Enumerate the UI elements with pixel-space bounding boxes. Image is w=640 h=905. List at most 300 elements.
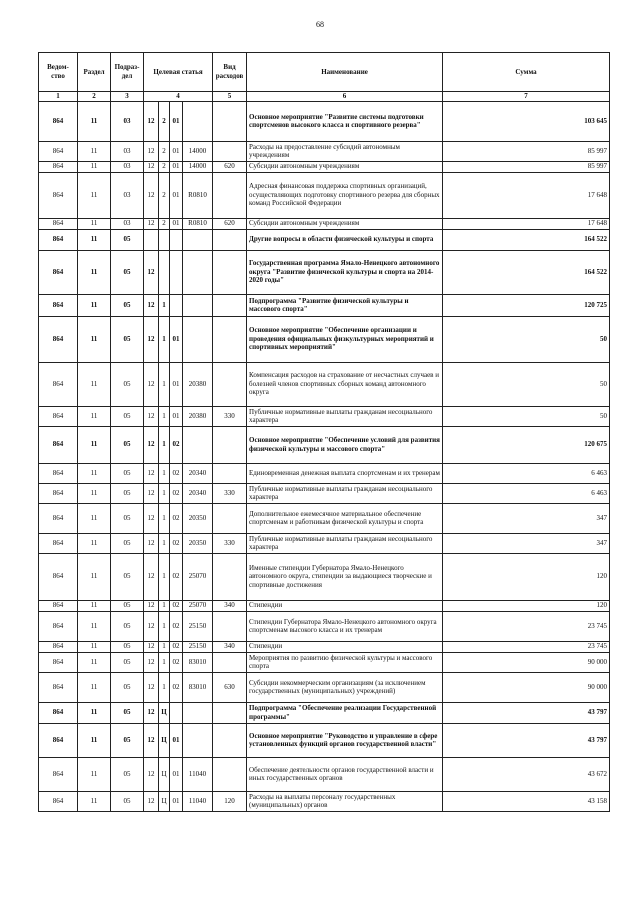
cell-razdel: 11: [78, 250, 111, 294]
cell-program: 12: [144, 172, 159, 218]
header-row: [39, 53, 610, 92]
cell-program: 12: [144, 483, 159, 503]
cell-program: 12: [144, 101, 159, 141]
cell-main-activity: 02: [170, 533, 183, 553]
cell-direction: 25150: [183, 641, 213, 652]
cell-name: Основное мероприятие "Обеспечение условий для развития физической культуры и массового спорта": [247, 426, 443, 463]
cell-name: Обеспечение деятельности органов государственной власти и иных государственных органов: [247, 757, 443, 791]
cell-sum: 17 648: [443, 172, 610, 218]
cell-direction: 11040: [183, 791, 213, 811]
cell-vedomstvo: 864: [39, 362, 78, 406]
cell-sum: 120: [443, 553, 610, 600]
cell-vid-raskhodov: [213, 294, 247, 316]
cell-subprogram: [159, 250, 170, 294]
cell-direction: 14000: [183, 141, 213, 161]
cell-razdel: 11: [78, 426, 111, 463]
cell-program: 12: [144, 362, 159, 406]
cell-program: 12: [144, 316, 159, 362]
cell-program: 12: [144, 294, 159, 316]
cell-program: 12: [144, 218, 159, 229]
cell-main-activity: 01: [170, 316, 183, 362]
cell-name: Стипендии: [247, 600, 443, 611]
cell-main-activity: 01: [170, 362, 183, 406]
cell-vedomstvo: 864: [39, 463, 78, 483]
cell-direction: [183, 702, 213, 723]
cell-vedomstvo: 864: [39, 553, 78, 600]
cell-vedomstvo: 864: [39, 406, 78, 426]
cell-name: Адресная финансовая поддержка спортивных организаций, осуществляющих подготовку спортивного резерва для сборных команд Российской Федерации: [247, 172, 443, 218]
cell-direction: 25070: [183, 553, 213, 600]
cell-subprogram: Ц: [159, 757, 170, 791]
cell-vid-raskhodov: [213, 362, 247, 406]
cell-subprogram: 1: [159, 426, 170, 463]
cell-main-activity: 02: [170, 611, 183, 641]
cell-program: 12: [144, 672, 159, 702]
cell-podrazdel: 05: [111, 316, 144, 362]
cell-main-activity: 02: [170, 641, 183, 652]
cell-subprogram: 1: [159, 533, 170, 553]
cell-podrazdel: 05: [111, 791, 144, 811]
column-number: 7: [443, 92, 610, 102]
cell-vedomstvo: 864: [39, 503, 78, 533]
cell-direction: 83010: [183, 652, 213, 672]
cell-vedomstvo: 864: [39, 757, 78, 791]
table-row: [39, 600, 610, 611]
cell-name: Расходы на предоставление субсидий автономным учреждениям: [247, 141, 443, 161]
cell-razdel: 11: [78, 483, 111, 503]
cell-name: Компенсация расходов на страхование от несчастных случаев и болезней членов спортивных сборных команд автономного округа: [247, 362, 443, 406]
cell-razdel: 11: [78, 652, 111, 672]
cell-main-activity: 01: [170, 101, 183, 141]
cell-vedomstvo: 864: [39, 791, 78, 811]
cell-subprogram: 1: [159, 672, 170, 702]
cell-vid-raskhodov: 340: [213, 600, 247, 611]
cell-main-activity: [170, 702, 183, 723]
cell-podrazdel: 05: [111, 483, 144, 503]
cell-vid-raskhodov: [213, 172, 247, 218]
cell-podrazdel: 05: [111, 600, 144, 611]
cell-main-activity: 01: [170, 218, 183, 229]
cell-name: Субсидии автономным учреждениям: [247, 161, 443, 172]
cell-program: 12: [144, 600, 159, 611]
cell-sum: 43 158: [443, 791, 610, 811]
table-row: [39, 553, 610, 600]
cell-program: 12: [144, 553, 159, 600]
cell-name: Подпрограмма "Обеспечение реализации Государственной программы": [247, 702, 443, 723]
cell-program: 12: [144, 723, 159, 757]
cell-podrazdel: 05: [111, 250, 144, 294]
cell-main-activity: 01: [170, 161, 183, 172]
cell-razdel: 11: [78, 611, 111, 641]
cell-sum: 103 645: [443, 101, 610, 141]
cell-podrazdel: 05: [111, 294, 144, 316]
cell-subprogram: 1: [159, 316, 170, 362]
table-row: [39, 533, 610, 553]
cell-razdel: 11: [78, 503, 111, 533]
cell-sum: 164 522: [443, 250, 610, 294]
column-number: 6: [247, 92, 443, 102]
cell-vedomstvo: 864: [39, 600, 78, 611]
cell-vid-raskhodov: [213, 141, 247, 161]
cell-main-activity: 02: [170, 463, 183, 483]
cell-sum: 85 997: [443, 161, 610, 172]
cell-main-activity: 01: [170, 791, 183, 811]
cell-vedomstvo: 864: [39, 218, 78, 229]
cell-vid-raskhodov: 630: [213, 672, 247, 702]
cell-podrazdel: 05: [111, 463, 144, 483]
cell-direction: 20350: [183, 533, 213, 553]
cell-program: 12: [144, 757, 159, 791]
table-row: [39, 161, 610, 172]
cell-program: 12: [144, 141, 159, 161]
table-row: [39, 483, 610, 503]
cell-razdel: 11: [78, 553, 111, 600]
cell-name: Единовременная денежная выплата спортсменам и их тренерам: [247, 463, 443, 483]
cell-razdel: 11: [78, 641, 111, 652]
cell-podrazdel: 05: [111, 533, 144, 553]
cell-subprogram: 1: [159, 294, 170, 316]
cell-name: Другие вопросы в области физической культуры и спорта: [247, 229, 443, 250]
cell-sum: 164 522: [443, 229, 610, 250]
cell-razdel: 11: [78, 533, 111, 553]
cell-vid-raskhodov: [213, 611, 247, 641]
cell-podrazdel: 05: [111, 641, 144, 652]
cell-subprogram: 2: [159, 101, 170, 141]
cell-razdel: 11: [78, 141, 111, 161]
cell-subprogram: 1: [159, 652, 170, 672]
cell-direction: R0810: [183, 218, 213, 229]
cell-sum: 90 000: [443, 652, 610, 672]
cell-razdel: 11: [78, 600, 111, 611]
cell-main-activity: 01: [170, 406, 183, 426]
table-row: [39, 229, 610, 250]
cell-direction: R0810: [183, 172, 213, 218]
cell-vid-raskhodov: 340: [213, 641, 247, 652]
table-row: [39, 250, 610, 294]
cell-direction: [183, 250, 213, 294]
cell-vedomstvo: 864: [39, 250, 78, 294]
column-number: 2: [78, 92, 111, 102]
cell-sum: 347: [443, 533, 610, 553]
cell-direction: 20380: [183, 362, 213, 406]
page-number: 68: [316, 20, 324, 29]
cell-program: 12: [144, 503, 159, 533]
cell-razdel: 11: [78, 672, 111, 702]
cell-vid-raskhodov: [213, 553, 247, 600]
cell-razdel: 11: [78, 791, 111, 811]
cell-sum: 17 648: [443, 218, 610, 229]
cell-subprogram: 1: [159, 641, 170, 652]
cell-name: Стипендии: [247, 641, 443, 652]
cell-podrazdel: 03: [111, 172, 144, 218]
cell-subprogram: Ц: [159, 791, 170, 811]
cell-razdel: 11: [78, 406, 111, 426]
table-row: [39, 757, 610, 791]
cell-sum: 43 797: [443, 702, 610, 723]
cell-vid-raskhodov: [213, 757, 247, 791]
cell-direction: [183, 101, 213, 141]
cell-name: Основное мероприятие "Обеспечение организации и проведения официальных физкультурных мероприятий и спортивных мероприятий": [247, 316, 443, 362]
cell-subprogram: 1: [159, 600, 170, 611]
cell-vedomstvo: 864: [39, 611, 78, 641]
cell-vid-raskhodov: [213, 702, 247, 723]
cell-sum: 85 997: [443, 141, 610, 161]
cell-sum: 50: [443, 406, 610, 426]
cell-program: 12: [144, 791, 159, 811]
cell-subprogram: 1: [159, 463, 170, 483]
cell-podrazdel: 05: [111, 702, 144, 723]
header-vedomstvo: Ведом-ство: [39, 53, 78, 92]
cell-vid-raskhodov: [213, 250, 247, 294]
cell-vedomstvo: 864: [39, 316, 78, 362]
cell-main-activity: 01: [170, 723, 183, 757]
cell-vedomstvo: 864: [39, 172, 78, 218]
cell-direction: 20340: [183, 463, 213, 483]
cell-subprogram: 2: [159, 161, 170, 172]
cell-direction: 20380: [183, 406, 213, 426]
cell-podrazdel: 05: [111, 672, 144, 702]
cell-podrazdel: 05: [111, 757, 144, 791]
cell-vid-raskhodov: 330: [213, 533, 247, 553]
cell-name: Мероприятия по развитию физической культуры и массового спорта: [247, 652, 443, 672]
cell-direction: [183, 426, 213, 463]
cell-podrazdel: 05: [111, 652, 144, 672]
table-row: [39, 316, 610, 362]
cell-podrazdel: 05: [111, 723, 144, 757]
cell-subprogram: 1: [159, 362, 170, 406]
cell-razdel: 11: [78, 229, 111, 250]
cell-name: Стипендии Губернатора Ямало-Ненецкого автономного округа спортсменам высокого класса и их тренерам: [247, 611, 443, 641]
table-row: [39, 141, 610, 161]
table-row: [39, 101, 610, 141]
cell-name: Субсидии некоммерческим организациям (за исключением государственных (муниципальных) учреждений): [247, 672, 443, 702]
cell-direction: [183, 229, 213, 250]
cell-podrazdel: 03: [111, 218, 144, 229]
cell-podrazdel: 05: [111, 229, 144, 250]
cell-vid-raskhodov: [213, 463, 247, 483]
table-row: [39, 503, 610, 533]
cell-program: 12: [144, 161, 159, 172]
cell-main-activity: 01: [170, 141, 183, 161]
cell-main-activity: [170, 294, 183, 316]
cell-sum: 120 725: [443, 294, 610, 316]
cell-razdel: 11: [78, 316, 111, 362]
cell-podrazdel: 03: [111, 141, 144, 161]
column-number: 5: [213, 92, 247, 102]
cell-main-activity: 02: [170, 652, 183, 672]
cell-podrazdel: 05: [111, 426, 144, 463]
cell-razdel: 11: [78, 161, 111, 172]
table-row: [39, 406, 610, 426]
cell-direction: [183, 316, 213, 362]
cell-main-activity: [170, 250, 183, 294]
cell-program: 12: [144, 611, 159, 641]
cell-sum: 43 672: [443, 757, 610, 791]
cell-subprogram: 2: [159, 172, 170, 218]
cell-podrazdel: 05: [111, 611, 144, 641]
cell-vedomstvo: 864: [39, 426, 78, 463]
cell-vid-raskhodov: 330: [213, 406, 247, 426]
table-row: [39, 702, 610, 723]
table-row: [39, 218, 610, 229]
cell-podrazdel: 05: [111, 553, 144, 600]
cell-sum: 120 675: [443, 426, 610, 463]
table-row: [39, 463, 610, 483]
cell-direction: [183, 294, 213, 316]
cell-razdel: 11: [78, 362, 111, 406]
cell-name: Именные стипендии Губернатора Ямало-Ненецкого автономного округа, стипендии за выдающиеся творческие и спортивные достижения: [247, 553, 443, 600]
cell-vedomstvo: 864: [39, 723, 78, 757]
cell-direction: 83010: [183, 672, 213, 702]
cell-main-activity: 01: [170, 757, 183, 791]
table-row: [39, 723, 610, 757]
cell-vedomstvo: 864: [39, 652, 78, 672]
cell-subprogram: 1: [159, 483, 170, 503]
cell-vedomstvo: 864: [39, 141, 78, 161]
cell-vedomstvo: 864: [39, 229, 78, 250]
cell-podrazdel: 05: [111, 362, 144, 406]
cell-sum: 50: [443, 362, 610, 406]
cell-vid-raskhodov: [213, 426, 247, 463]
column-number-row: [39, 92, 610, 102]
cell-razdel: 11: [78, 757, 111, 791]
cell-vid-raskhodov: 330: [213, 483, 247, 503]
column-number: 3: [111, 92, 144, 102]
cell-direction: 11040: [183, 757, 213, 791]
cell-vid-raskhodov: [213, 229, 247, 250]
cell-main-activity: 02: [170, 553, 183, 600]
cell-vid-raskhodov: [213, 316, 247, 362]
table-row: [39, 791, 610, 811]
cell-podrazdel: 05: [111, 503, 144, 533]
table-row: [39, 641, 610, 652]
cell-name: Государственная программа Ямало-Ненецкого автономного округа "Развитие физической культуры и спорта на 2014-2020 годы": [247, 250, 443, 294]
cell-razdel: 11: [78, 218, 111, 229]
cell-program: 12: [144, 463, 159, 483]
header-name: Наименование: [247, 53, 443, 92]
cell-name: Публичные нормативные выплаты гражданам несоциального характера: [247, 533, 443, 553]
cell-subprogram: 1: [159, 503, 170, 533]
cell-vedomstvo: 864: [39, 672, 78, 702]
cell-name: Основное мероприятие "Развитие системы подготовки спортсменов высокого класса и спортивного резерва": [247, 101, 443, 141]
cell-sum: 23 745: [443, 641, 610, 652]
budget-table: [38, 52, 610, 812]
cell-sum: 6 463: [443, 463, 610, 483]
cell-sum: 120: [443, 600, 610, 611]
cell-program: 12: [144, 702, 159, 723]
cell-name: Расходы на выплаты персоналу государственных (муниципальных) органов: [247, 791, 443, 811]
cell-main-activity: 02: [170, 672, 183, 702]
cell-vedomstvo: 864: [39, 641, 78, 652]
cell-vid-raskhodov: [213, 101, 247, 141]
cell-program: 12: [144, 652, 159, 672]
cell-vedomstvo: 864: [39, 483, 78, 503]
table-row: [39, 294, 610, 316]
cell-program: 12: [144, 406, 159, 426]
cell-sum: 23 745: [443, 611, 610, 641]
cell-subprogram: 1: [159, 406, 170, 426]
cell-vedomstvo: 864: [39, 702, 78, 723]
cell-main-activity: 02: [170, 483, 183, 503]
cell-subprogram: [159, 229, 170, 250]
table-row: [39, 362, 610, 406]
table-row: [39, 672, 610, 702]
cell-vid-raskhodov: [213, 652, 247, 672]
column-number: 4: [144, 92, 213, 102]
cell-podrazdel: 03: [111, 161, 144, 172]
cell-vedomstvo: 864: [39, 101, 78, 141]
table-row: [39, 172, 610, 218]
cell-main-activity: 01: [170, 172, 183, 218]
header-sum: Сумма: [443, 53, 610, 92]
table-row: [39, 611, 610, 641]
cell-name: Субсидии автономным учреждениям: [247, 218, 443, 229]
cell-subprogram: 1: [159, 553, 170, 600]
cell-vedomstvo: 864: [39, 161, 78, 172]
cell-sum: 50: [443, 316, 610, 362]
table-row: [39, 426, 610, 463]
cell-sum: 90 000: [443, 672, 610, 702]
cell-program: 12: [144, 641, 159, 652]
cell-main-activity: 02: [170, 503, 183, 533]
cell-program: 12: [144, 426, 159, 463]
cell-direction: 14000: [183, 161, 213, 172]
cell-sum: 43 797: [443, 723, 610, 757]
cell-razdel: 11: [78, 294, 111, 316]
cell-subprogram: 2: [159, 141, 170, 161]
table-row: [39, 652, 610, 672]
cell-subprogram: Ц: [159, 723, 170, 757]
cell-podrazdel: 03: [111, 101, 144, 141]
cell-direction: 25070: [183, 600, 213, 611]
cell-program: [144, 229, 159, 250]
header-podrazdel: Подраз-дел: [111, 53, 144, 92]
cell-vid-raskhodov: [213, 723, 247, 757]
cell-name: Публичные нормативные выплаты гражданам несоциального характера: [247, 483, 443, 503]
cell-subprogram: 1: [159, 611, 170, 641]
header-razdel: Раздел: [78, 53, 111, 92]
cell-razdel: 11: [78, 463, 111, 483]
cell-vid-raskhodov: 620: [213, 218, 247, 229]
cell-vid-raskhodov: [213, 503, 247, 533]
cell-vedomstvo: 864: [39, 294, 78, 316]
cell-razdel: 11: [78, 702, 111, 723]
cell-name: Основное мероприятие "Руководство и управление в сфере установленных функций органов государственной власти": [247, 723, 443, 757]
cell-main-activity: [170, 229, 183, 250]
cell-name: Дополнительное ежемесячное материальное обеспечение спортсменам и работникам физической культуры и спорта: [247, 503, 443, 533]
cell-program: 12: [144, 250, 159, 294]
header-target-article: Целевая статья: [144, 53, 213, 92]
cell-subprogram: 2: [159, 218, 170, 229]
cell-vedomstvo: 864: [39, 533, 78, 553]
cell-main-activity: 02: [170, 426, 183, 463]
cell-podrazdel: 05: [111, 406, 144, 426]
cell-razdel: 11: [78, 723, 111, 757]
cell-sum: 347: [443, 503, 610, 533]
cell-vid-raskhodov: 620: [213, 161, 247, 172]
cell-program: 12: [144, 533, 159, 553]
cell-sum: 6 463: [443, 483, 610, 503]
cell-vid-raskhodov: 120: [213, 791, 247, 811]
cell-main-activity: 02: [170, 600, 183, 611]
cell-subprogram: Ц: [159, 702, 170, 723]
cell-direction: 25150: [183, 611, 213, 641]
cell-direction: 20350: [183, 503, 213, 533]
header-vid-raskhodov: Вид расходов: [213, 53, 247, 92]
cell-direction: [183, 723, 213, 757]
cell-name: Публичные нормативные выплаты гражданам несоциального характера: [247, 406, 443, 426]
cell-razdel: 11: [78, 101, 111, 141]
